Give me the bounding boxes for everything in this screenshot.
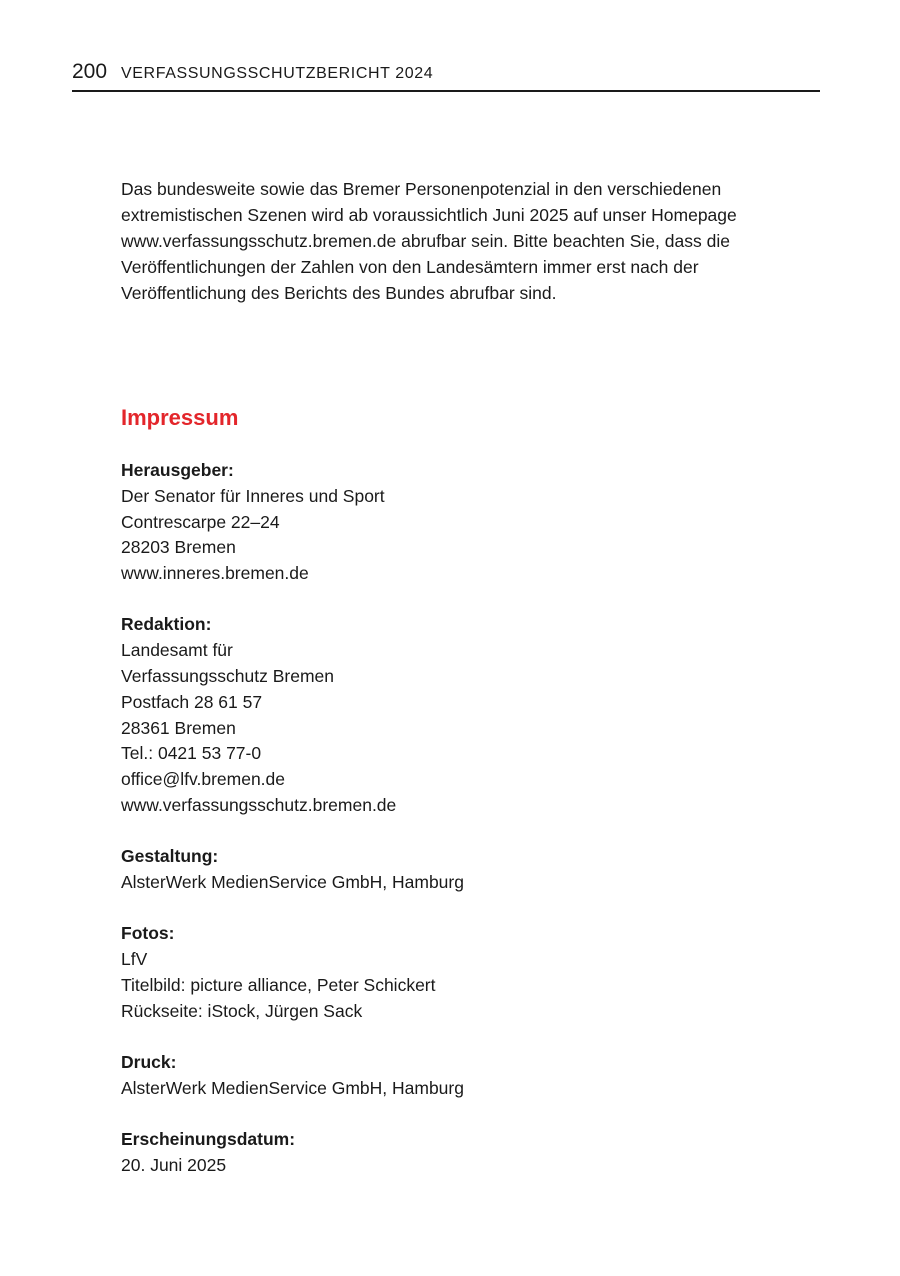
intro-line: Veröffentlichungen der Zahlen von den Landesämtern immer erst nach der bbox=[121, 257, 699, 277]
impressum-section-druck bbox=[121, 1050, 781, 1102]
intro-paragraph bbox=[121, 176, 781, 306]
section-line: 28361 Bremen bbox=[121, 717, 236, 738]
impressum-section-herausgeber bbox=[121, 458, 781, 587]
intro-line: Das bundesweite sowie das Bremer Personenpotenzial in den verschiedenen bbox=[121, 179, 722, 199]
section-line: www.verfassungsschutz.bremen.de bbox=[121, 795, 397, 816]
page-header bbox=[72, 58, 820, 92]
section-line: Rückseite: iStock, Jürgen Sack bbox=[121, 1000, 363, 1021]
impressum-heading: Impressum bbox=[121, 405, 239, 430]
running-title: VERFASSUNGSSCHUTZBERICHT 2024 bbox=[121, 65, 434, 82]
section-label: Erscheinungsdatum: bbox=[121, 1129, 296, 1150]
section-line: Landesamt für bbox=[121, 640, 233, 661]
section-label: Druck: bbox=[121, 1052, 177, 1073]
section-line: Postfach 28 61 57 bbox=[121, 691, 263, 712]
section-line: 28203 Bremen bbox=[121, 537, 236, 558]
impressum-body bbox=[121, 458, 781, 1204]
section-line: Der Senator für Inneres und Sport bbox=[121, 485, 385, 506]
page-number: 200 bbox=[72, 60, 108, 83]
section-label: Redaktion: bbox=[121, 614, 212, 635]
section-line: Tel.: 0421 53 77-0 bbox=[121, 743, 262, 764]
section-line: 20. Juni 2025 bbox=[121, 1155, 227, 1176]
section-label: Fotos: bbox=[121, 923, 175, 944]
intro-line: www.verfassungsschutz.bremen.de abrufbar sein. Bitte beachten Sie, dass die bbox=[121, 231, 730, 251]
impressum-section-gestaltung bbox=[121, 844, 781, 896]
section-line: www.inneres.bremen.de bbox=[121, 563, 309, 584]
section-line: AlsterWerk MedienService GmbH, Hamburg bbox=[121, 872, 464, 893]
section-line: Contrescarpe 22–24 bbox=[121, 511, 280, 532]
impressum-section-erscheinungsdatum bbox=[121, 1127, 781, 1179]
section-label: Gestaltung: bbox=[121, 846, 219, 867]
impressum-section-fotos bbox=[121, 921, 781, 1024]
intro-line: extremistischen Szenen wird ab voraussichtlich Juni 2025 auf unser Homepage bbox=[121, 205, 737, 225]
section-line: office@lfv.bremen.de bbox=[121, 769, 286, 790]
section-label: Herausgeber: bbox=[121, 460, 234, 480]
section-line: AlsterWerk MedienService GmbH, Hamburg bbox=[121, 1077, 464, 1098]
intro-line: Veröffentlichung des Berichts des Bundes abrufbar sind. bbox=[121, 283, 557, 303]
section-line: Verfassungsschutz Bremen bbox=[121, 666, 335, 687]
impressum-section-redaktion bbox=[121, 612, 781, 818]
section-line: LfV bbox=[121, 949, 148, 970]
section-line: Titelbild: picture alliance, Peter Schickert bbox=[121, 975, 436, 996]
